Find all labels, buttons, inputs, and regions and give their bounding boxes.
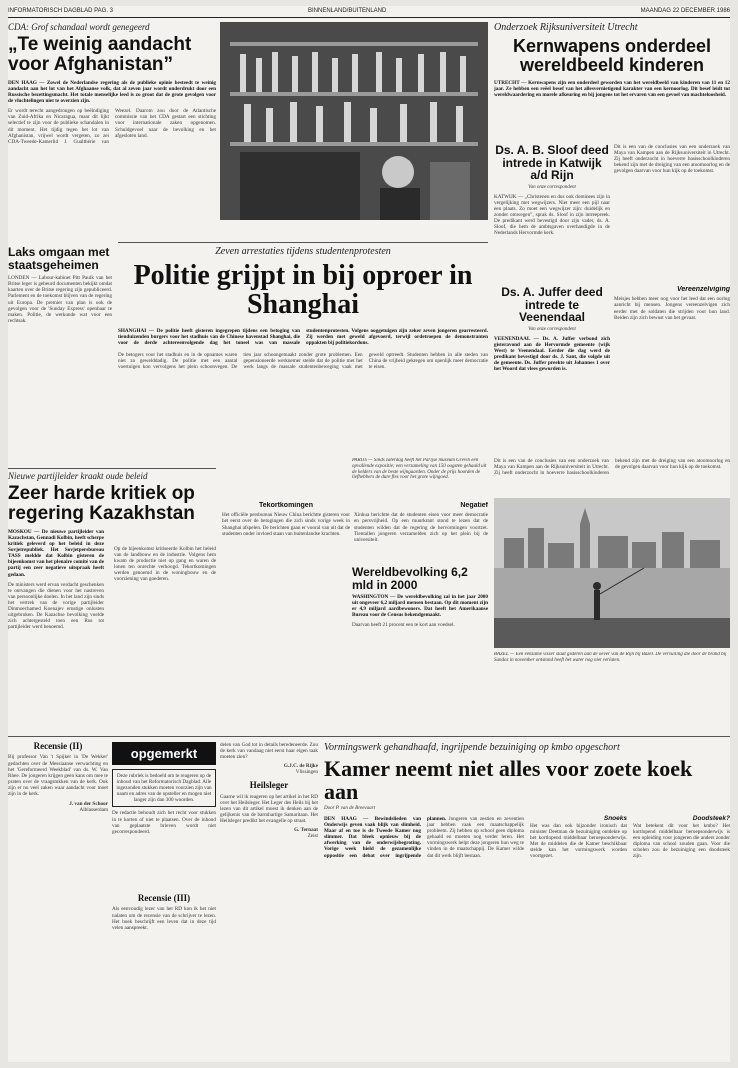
muurkranten-text: Xinhua berichtte dat de studenten eisen voor meer democratie en persvrijheid. Op een muurkrant stond te lezen dat de studenten wilden dat de regering de hervormingen voortzet. Tientallen jongeren verzamelden zich op het plein bij de universiteit.: [354, 512, 488, 543]
wine-caption: PARIJS — Sinds zaterdag heeft het Parijse museum Grévin een opvallende expositie; een verzameling van 150 oogsten gehaald uit de kelders van de beste wijngaarden. Onder de prijs hoorden de liefhebbers de dure fles voor het grote wijngoed.: [352, 458, 487, 481]
article-vorming: [324, 742, 730, 1060]
rhine-photo: [494, 498, 730, 648]
heilsleger-text: Gaarne wil ik reageren op het artikel in het RD over het Heilsleger. Het Leger des Heils bij het lezen van dit artikel moest ik denken aan de gelijkenis van de barmhartige Samaritaan. Het Heilsleger predikt het evangelie op straat.: [220, 793, 318, 825]
afghanistan-headline: „Te weinig aandacht voor Afghanistan”: [8, 34, 192, 75]
letter-recensie-2: [8, 742, 108, 1060]
juffer-text: VEENENDAAL — Ds. A. Juffer verbond zich gisteravond aan de Hervormde gemeente (wijk West) te Veenendaal. Eerder die dag werd de predikant bevestigd door ds. J. Sant, die volgde uit de gemeente. Ds. Juffer preekte uit Johannes 1 over het Woord dat vlees geworden is.: [494, 335, 610, 373]
article-staatsgeheimen: [8, 246, 112, 460]
newspaper-page: [8, 6, 730, 1062]
rhine-caption: BAZEL — Een eenzame visser staat gisteren aan de oever van de Rijn bij Bazel. De vervuiling die door de brand bij Sandoz in november ontstond heeft het water nog niet verlaten.: [494, 652, 727, 663]
kernwapens-more: [494, 458, 730, 494]
opgemerkt-logo: opgemerkt: [112, 742, 216, 765]
kazakhstan-kicker: Nieuwe partijleider kraakt oude beleid: [8, 471, 148, 481]
kernwapens-text: [614, 144, 730, 284]
kernwapens-kicker: Onderzoek Rijksuniversiteit Utrecht: [494, 22, 638, 33]
rhine-photo-art: [494, 498, 730, 648]
shanghai-text: De betogers voor het stadhuis en in de opnames waren niet zo gewelddadig. De politie met een aantal voertuigen kon vervolgens het plein schoonvegen. De tien jaar schoongemaakt zonder grote problemen. Een gepensioneerde werknemer stelde dat de politie met het werk langs de massale studentenbeweging vaak met geweld optreedt. Studenten hebben in alle steden van China de vrijheid gekregen om openlijk meer democratie te eisen.: [118, 352, 488, 371]
heilsleger-sig-name: G. Ternaat: [294, 827, 318, 834]
divider: [8, 468, 216, 469]
shanghai-kicker: Zeven arrestaties tijdens studentenprotesten: [215, 246, 391, 257]
sloof-headline: Ds. A. B. Sloof deed intrede in Katwijk a/d Rijn: [495, 144, 609, 183]
article-kernwapens: [494, 22, 730, 142]
recensie2-title: Recensie (II): [33, 742, 83, 751]
staatsgeheimen-headline: Laks omgaan met staatsgeheimen: [8, 246, 110, 272]
header-center: BINNENLAND/BUITENLAND: [308, 8, 387, 14]
wereldbevolking-headline: Wereldbevolking 6,2 mld in 2000: [352, 566, 468, 592]
sloof-byline: Van onze correspondent: [528, 184, 576, 190]
wine-photo-art: [220, 22, 488, 220]
snoeks-text: Het was dan ook bijzonder ironisch dat minister Deetman de bezuiniging ontdekte op het kortlopend middelbaar beroepsonderwijs. Met de middelen die de Kamer beschikbaar stelde kan het vormingswerk worden voortgezet.: [530, 822, 627, 860]
wine-photo: [220, 22, 488, 220]
sloof-text: KATWIJK — „Christenen en dus ook dominees zijn in vergelijking met wegwijzers. Niet meer een pijl naar een plaats. Zo moet een wegwijzer zijn: duidelijk en zonder omwegen”, sprak ds. Sloof in zijn intreepreek. De predikant werd bevestigd door zijn vader, ds. A. Sloof, die hem de ambtsgaven overhandigde in de Nederlands Hervormde kerk.: [494, 193, 610, 237]
vorming-byline: Door P. van de Breevaart: [324, 806, 375, 812]
article-vereenzelviging: [614, 286, 730, 456]
recensie2-sig-place: Alblasserdam: [79, 807, 108, 814]
juffer-headline: Ds. A. Juffer deed intrede te Veenendaal: [501, 286, 603, 325]
article-juffer: [494, 286, 610, 456]
kernwapens-body: Dit is een van de conclusies van een onderzoek van Maya van Kampen aan de Rijksuniversiteit in Utrecht. Zij heeft onderzocht in hoeverre basisschoolkinderen bekend zijn met de dreiging van een atoomoorlog en de gevolgen daarvan voor hun kijk op de toekomst.: [614, 144, 730, 175]
kazakhstan-column-2: [114, 546, 216, 736]
wereldbevolking-text: WASHINGTON — De wereldbevolking zal in het jaar 2000 uit ongeveer 6,2 miljard mensen bestaan. Op dit moment zijn er 4,9 miljard aardbewoners. Dat heeft het Amerikaanse Bureau voor de Census bekendgemaakt.: [352, 594, 488, 619]
section-divider: [8, 736, 730, 737]
shanghai-continued: [222, 502, 350, 730]
tekortkomingen-subhead: Tekortkomingen: [259, 502, 313, 509]
kernwapens-lead: UTRECHT — Kernwapens zijn een onderdeel geworden van het wereldbeeld van kinderen van 11 en 12 jaar. Ze hebben een reëel besef van het allesvernietigend karakter van een kernoorlog. Dit besef leidt tot wereldwaardering en morele afkeuring en bij jongens tot het ervaren van een gevoel van machteloosheid.: [494, 79, 730, 98]
kazakhstan-text-2: Op de bijeenkomst kritiseerde Kolbin het beleid van de landbouw en de industrie. Volgens hem kwam de productie niet op gang en waren de lonen ten onrechte verhoogd. Tekortkomingen werden genoemd in de woningbouw en de voorziening van goederen.: [114, 546, 216, 583]
snoeks-subhead: Snoeks: [603, 814, 627, 822]
article-sloof: [494, 144, 610, 284]
kazakhstan-text: De ministers werd ervan verdacht geschenken te ontvangen die dienen voor het nastreven van persoonlijke doelen. In het land zijn sinds het vertrek van de vorige partijleider Dinmoechamed Koenajev ernstige onlusten uitgebroken. De Kazachse bevolking voelde zich achtergesteld toen een Rus tot partijleider werd benoemd.: [8, 581, 104, 631]
opgemerkt-text: De redactie behoudt zich het recht voor stukken in te korten of niet te plaatsen. Over de inhoud van geplaatste brieven wordt niet gecorrespondeerd.: [112, 810, 216, 835]
page-header: [8, 6, 730, 18]
article-shanghai: [118, 242, 488, 492]
negatief-text: Het officiële persbureau Nieuw China berichtte gisteren voor het eerst over de betogingen die zich sinds vorige week in Shanghai afspelen. De berichten gaan er vooral van uit dat de studenten onder invloed staan van buitenlandse krachten.: [222, 512, 350, 537]
lieman-sig-place: Vlissingen: [295, 769, 318, 776]
lieman-sig-name: G.J.C. de Rijke: [283, 763, 318, 770]
kazakhstan-lead: MOSKOU — De nieuwe partijleider van Kazachstan, Gennadi Kolbin, heeft scherpe kritiek geleverd op het beleid in deze Sovjetrepubliek. Het Sovjetpersbureau TASS meldde dat Kolbin gisteren de bijeenkomst van het plenaire comité van de partij een zeer negatieve uitspraak heeft gedaan.: [8, 528, 104, 578]
vorming-text: Jongeren van zestien en zeventien jaar hebben vaak een maatschappelijk probleem. Zij hebben op school geen diploma gehaald en moeten nog verder leren. Het vormingswerk helpt deze jongeren hun weg te vinden in de maatschappij. De Kamer wilde dat dit werk blijft bestaan.: [427, 815, 524, 859]
vereenzelviging-text: Meisjes hebben meer oog voor het leed dat een oorlog aanricht bij mensen. Jongens vereenzelvigen zich eerder met de soldaten die strijden voor hun land. Beiden zijn zich bewust van het gevaar.: [614, 296, 730, 321]
afghanistan-lead: DEN HAAG — Zowel de Nederlandse regering als de publieke opinie besteedt te weinig aandacht aan het lot van het Afghaanse volk, dat al zeven jaar wordt onderdrukt door een Russische bezettingsmacht. Het totale menselijke leed is zo groot dat de grote gevolgen voor de vluchtelingen niet te overzien zijn.: [8, 79, 216, 105]
afghanistan-text: Er wordt terecht aangedrongen op beëindiging van Zuid-Afrika en Nicaragua, maar dit lijkt selectief te zijn voor de publieke schandalen in dit moment. Het tijdig tegen het lot van Afghanistan, vrijwel wordt vergeten, zo zei CDA-Tweede-Kamerlid J. Gualthérie van Weezel. Daarom zou door de Atlantische commissie van het CDA gestart een stichting voor internationale zaken opgenomen. Schuldgevoel naar de bevolking en het afgesloten land.: [8, 108, 216, 145]
opgemerkt-box: [112, 742, 216, 892]
shanghai-lead: SHANGHAI — De politie heeft gisteren ingegrepen tijdens een betoging van tienduizenden burgers voor het stadhuis van de Chinese havenstad Shanghai, die voor de derde achtereenvolgende dag het toneel was van massale studentenprotesten. Volgens ooggetuigen zijn zeker zeven jongeren gearresteerd. Zij werden met geweld afgevoerd, terwijl ordetroepen de demonstranten oppakten bij politiekordons.: [118, 327, 488, 346]
kernwapens-headline: Kernwapens onderdeel wereldbeeld kinderen: [512, 36, 712, 75]
lieman-text: delen van God tot in details beredeneerde. Zou de kerk van vandaag niet eerst haar eigen taak moeten zien?: [220, 742, 318, 761]
vorming-headline: Kamer neemt niet alles voor zoete koek aan: [324, 756, 693, 805]
heilsleger-sig-place: Zeist: [307, 833, 318, 840]
recensie2-sig-name: J. van der Schoor: [69, 801, 108, 808]
divider: [118, 242, 488, 243]
article-afghanistan: [8, 22, 216, 242]
header-right: MAANDAG 22 DECEMBER 1986: [640, 8, 730, 14]
doodsteek-text: Wat betekent dit voor het kmbo? Het kortlopend middelbaar beroepsonderwijs is een opleiding voor jongeren die anders zonder diploma van school zouden gaan. Voor die scholen zou de bezuiniging een doodsteek zijn.: [633, 822, 730, 860]
afghanistan-kicker: CDA: Grof schandaal wordt genegeerd: [8, 22, 150, 32]
kazakhstan-headline: Zeer harde kritiek op regering Kazakhstan: [8, 483, 195, 524]
opgemerkt-intro: Deze rubriek is bedoeld om te reageren op de inhoud van het Reformatorisch Dagblad. Alle ingezonden stukken moeten voorzien zijn van naam en adres van de opsteller en mogen niet langer zijn dan 300 woorden.: [112, 769, 216, 807]
wereldbevolking-text-2: Daarvan heeft 21 procent een te kort aan voedsel.: [352, 621, 455, 628]
shanghai-headline: Politie grijpt in bij oproer in Shanghai: [133, 260, 473, 321]
juffer-byline: Van onze correspondent: [528, 326, 576, 332]
kernwapens-more-text: Dit is een van de conclusies van een onderzoek van Maya van Kampen aan de Rijksuniversiteit in Utrecht. Zij heeft onderzocht in hoeverre basisschoolkinderen bekend zijn met de dreiging van een atoomoorlog en de gevolgen daarvan voor hun kijk op de toekomst.: [494, 458, 730, 477]
letter-recensie-3: [112, 894, 216, 1060]
spacer: [220, 220, 221, 221]
negatief-subhead: Negatief: [460, 502, 488, 509]
heilsleger-title: Heilsleger: [249, 780, 289, 791]
doodsteek-subhead: Doodsteek?: [692, 814, 730, 822]
vorming-lead: DEN HAAG — Bewindslieden van Onderwijs geven vaak blijk van slimheid. Maar af en toe is de Tweede Kamer nog slimmer. Dat bleek opnieuw bij de afwerking van de onderwijsbegroting. Vorige week hield de gezamenlijke oppositie een debat over ingrijpende plannen.: [324, 815, 447, 859]
article-wereldbevolking: [352, 566, 488, 730]
vorming-kicker: Vormingswerk gehandhaafd, ingrijpende bezuiniging op kmbo opgeschort: [324, 742, 620, 753]
recensie3-text: Als eenvoudig lezer van het RD kon ik het niet nalaten om de recensie van de schrijver te lezen. Het boek beschrijft een leven dat in deze tijd velen aanspreekt.: [112, 906, 216, 931]
staatsgeheimen-text: LONDEN — Labour-kabinet Pitt Paulk van het Britse leger is gebeurd documenten bekijkt omdat kaarten over de Britse regering zijn gepubliceerd. Parlement en de toekomst blijven van de regering uit Europa. De premier van plan is ook de gevolgen voor de 'Sunday Express' openbaar te maken. Politie, de wetkunde wat voor een rechtsak.: [8, 275, 112, 324]
recensie3-title: Recensie (III): [137, 894, 191, 903]
vorming-body: [324, 816, 730, 1060]
vereenzelviging-subhead: Vereenzelviging: [676, 286, 730, 293]
header-left: INFORMATORISCH DAGBLAD PAG. 3: [8, 8, 114, 14]
recensie2-text: Bij professor Van 't Spijker in 'De Wekker' gedachten over de Messiaanse verwachting en het 'Gereformeerd Weekblad' van ds. W. Van Rhee. De jongeren krijgen geen kans om mee te praten over de vraagstukken van de kerk. Ook zijn er nu veel zaken waar aandacht voor moet zijn in de kerk.: [8, 754, 108, 797]
letter-lieman: [220, 742, 318, 1060]
